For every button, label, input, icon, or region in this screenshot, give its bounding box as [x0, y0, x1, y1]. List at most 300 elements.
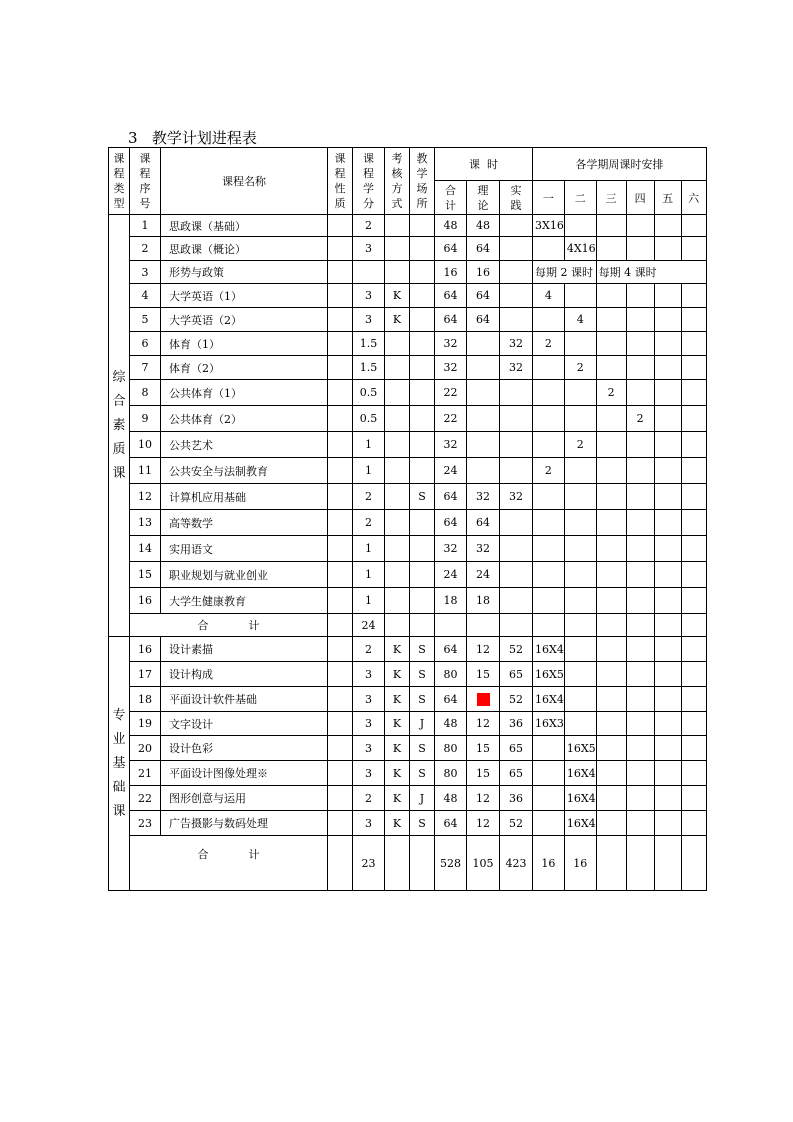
course-credit: 2 [353, 510, 385, 536]
term-2-hours [564, 562, 596, 588]
hours-practice: 65 [500, 662, 533, 687]
term-6-hours [681, 687, 706, 712]
term-1-hours [533, 406, 565, 432]
hours-total: 64 [435, 510, 467, 536]
header-nature: 课 程 性 质 [328, 148, 353, 215]
total-theory: 105 [467, 836, 500, 891]
course-venue [410, 261, 435, 284]
course-credit: 1 [353, 458, 385, 484]
term-4-hours [626, 761, 654, 786]
course-credit: 1.5 [353, 332, 385, 356]
course-credit: 3 [353, 308, 385, 332]
course-name: 图形创意与运用 [161, 786, 328, 811]
hours-total: 64 [435, 687, 467, 712]
course-venue [410, 510, 435, 536]
term-3-hours [596, 588, 626, 614]
hours-practice: 65 [500, 761, 533, 786]
hours-theory: 15 [467, 761, 500, 786]
course-nature [328, 736, 353, 761]
hours-total: 22 [435, 380, 467, 406]
course-number: 17 [130, 662, 161, 687]
teaching-plan-table [108, 147, 707, 891]
course-credit: 3 [353, 736, 385, 761]
course-number: 5 [130, 308, 161, 332]
hours-theory: 15 [467, 736, 500, 761]
term-3-hours [596, 510, 626, 536]
term-4-hours [626, 237, 654, 261]
term-1-hours [533, 356, 565, 380]
hours-total: 18 [435, 588, 467, 614]
term-4-hours [626, 786, 654, 811]
term-6-hours [681, 432, 706, 458]
hours-practice: 52 [500, 811, 533, 836]
course-venue: J [410, 712, 435, 736]
course-venue [410, 237, 435, 261]
hours-total: 64 [435, 811, 467, 836]
course-credit: 0.5 [353, 406, 385, 432]
course-name: 公共艺术 [161, 432, 328, 458]
total-empty [681, 836, 706, 891]
term-2-hours [564, 484, 596, 510]
term-3-hours [596, 811, 626, 836]
course-venue [410, 380, 435, 406]
term-5-hours [654, 458, 681, 484]
category-cell: 专 业 基 础 课 [109, 637, 130, 891]
course-exam [385, 261, 410, 284]
term-2-hours [564, 458, 596, 484]
term-6-hours [681, 406, 706, 432]
term-2-hours [564, 687, 596, 712]
hours-total: 80 [435, 662, 467, 687]
course-exam [385, 237, 410, 261]
course-name: 公共体育（2） [161, 406, 328, 432]
header-term-6: 六 [681, 181, 706, 215]
term-5-hours [654, 432, 681, 458]
course-exam [385, 588, 410, 614]
term-1-hours [533, 562, 565, 588]
header-term-1: 一 [533, 181, 565, 215]
table-row [109, 332, 707, 356]
table-row [109, 380, 707, 406]
course-number: 8 [130, 380, 161, 406]
total-empty [564, 614, 596, 637]
term-4-hours [626, 284, 654, 308]
table-row [109, 261, 707, 284]
course-exam: K [385, 308, 410, 332]
hours-total: 32 [435, 536, 467, 562]
term-1-hours: 16X4 [533, 687, 565, 712]
total-exam [385, 836, 410, 891]
course-name: 大学生健康教育 [161, 588, 328, 614]
table-row [109, 237, 707, 261]
course-nature [328, 510, 353, 536]
hours-total: 24 [435, 562, 467, 588]
course-exam: K [385, 761, 410, 786]
table-row [109, 536, 707, 562]
hours-total: 64 [435, 284, 467, 308]
term-1-hours: 16X4 [533, 637, 565, 662]
course-number: 3 [130, 261, 161, 284]
course-exam [385, 406, 410, 432]
term-1-hours [533, 380, 565, 406]
total-credit: 23 [353, 836, 385, 891]
course-nature [328, 380, 353, 406]
course-nature [328, 432, 353, 458]
course-exam [385, 484, 410, 510]
table-row [109, 510, 707, 536]
header-exam: 考 核 方 式 [385, 148, 410, 215]
total-empty [626, 836, 654, 891]
term-3-hours [596, 356, 626, 380]
term-6-hours [681, 811, 706, 836]
course-name: 公共安全与法制教育 [161, 458, 328, 484]
course-number: 20 [130, 736, 161, 761]
course-nature [328, 811, 353, 836]
total-term-1: 16 [533, 836, 565, 891]
course-nature [328, 712, 353, 736]
total-label-b: 计 [248, 619, 260, 632]
course-name: 广告摄影与数码处理 [161, 811, 328, 836]
hours-theory [467, 406, 500, 432]
course-exam: K [385, 811, 410, 836]
total-row [109, 836, 707, 891]
hours-theory [467, 458, 500, 484]
term-3-hours [596, 237, 626, 261]
term-6-hours [681, 662, 706, 687]
hours-theory [467, 432, 500, 458]
course-nature [328, 484, 353, 510]
hours-practice: 32 [500, 332, 533, 356]
header-venue: 教 学 场 所 [410, 148, 435, 215]
course-name: 体育（2） [161, 356, 328, 380]
header-schedule: 各学期周课时安排 [533, 148, 707, 181]
term-3-hours [596, 687, 626, 712]
term-3-hours [596, 712, 626, 736]
hours-total: 24 [435, 458, 467, 484]
term-1-hours [533, 811, 565, 836]
course-number: 16 [130, 637, 161, 662]
term-1-hours [533, 761, 565, 786]
hours-theory: 12 [467, 712, 500, 736]
hours-total: 48 [435, 712, 467, 736]
hours-theory: 32 [467, 484, 500, 510]
course-number: 18 [130, 687, 161, 712]
course-nature [328, 786, 353, 811]
course-credit: 3 [353, 662, 385, 687]
table-row [109, 736, 707, 761]
course-number: 7 [130, 356, 161, 380]
course-nature [328, 536, 353, 562]
term-6-hours [681, 284, 706, 308]
course-credit: 3 [353, 712, 385, 736]
hours-theory: 12 [467, 811, 500, 836]
term-6-hours [681, 484, 706, 510]
course-name: 思政课（概论） [161, 237, 328, 261]
term-6-hours [681, 237, 706, 261]
total-empty [626, 614, 654, 637]
term-3-hours: 2 [596, 380, 626, 406]
hours-practice [500, 237, 533, 261]
course-number: 4 [130, 284, 161, 308]
total-empty [533, 614, 565, 637]
course-nature [328, 406, 353, 432]
term-5-hours [654, 736, 681, 761]
term-6-hours [681, 562, 706, 588]
term-2-hours: 2 [564, 432, 596, 458]
course-nature [328, 637, 353, 662]
term-2-hours: 4 [564, 308, 596, 332]
hours-theory: 64 [467, 510, 500, 536]
hours-total: 64 [435, 308, 467, 332]
course-number: 21 [130, 761, 161, 786]
table-row [109, 811, 707, 836]
term-2-hours [564, 536, 596, 562]
course-credit: 3 [353, 761, 385, 786]
header-hours-practice: 实 践 [500, 181, 533, 215]
hours-total: 80 [435, 736, 467, 761]
header-hours-total: 合 计 [435, 181, 467, 215]
course-name: 实用语文 [161, 536, 328, 562]
term-4-hours [626, 215, 654, 237]
hours-total: 48 [435, 786, 467, 811]
course-number: 15 [130, 562, 161, 588]
course-number: 2 [130, 237, 161, 261]
total-label-a: 合 [197, 848, 209, 861]
course-exam: K [385, 786, 410, 811]
hours-theory: 18 [467, 588, 500, 614]
term-1-hours: 16X3 [533, 712, 565, 736]
total-empty [435, 614, 467, 637]
course-name: 体育（1） [161, 332, 328, 356]
course-number: 11 [130, 458, 161, 484]
hours-practice: 36 [500, 712, 533, 736]
course-nature [328, 332, 353, 356]
hours-theory: 64 [467, 237, 500, 261]
table-row [109, 356, 707, 380]
term-4-hours [626, 736, 654, 761]
course-credit [353, 261, 385, 284]
course-name: 形势与政策 [161, 261, 328, 284]
course-number: 13 [130, 510, 161, 536]
hours-total: 32 [435, 356, 467, 380]
hours-practice [500, 215, 533, 237]
term-1-hours: 16X5 [533, 662, 565, 687]
course-credit: 1 [353, 536, 385, 562]
term-3-hours [596, 786, 626, 811]
term-1-hours [533, 536, 565, 562]
term-5-hours [654, 637, 681, 662]
total-label [130, 836, 328, 891]
term-6-hours [681, 308, 706, 332]
hours-practice [500, 380, 533, 406]
course-venue [410, 284, 435, 308]
term-2-hours [564, 215, 596, 237]
header-credit: 课 程 学 分 [353, 148, 385, 215]
course-venue: S [410, 811, 435, 836]
course-venue [410, 215, 435, 237]
total-nature [328, 614, 353, 637]
term-1-hours [533, 432, 565, 458]
course-name: 设计色彩 [161, 736, 328, 761]
hours-theory: 64 [467, 308, 500, 332]
total-label-a: 合 [197, 619, 209, 632]
course-name: 平面设计软件基础 [161, 687, 328, 712]
table-row [109, 562, 707, 588]
term-6-hours [681, 786, 706, 811]
term-1-hours [533, 484, 565, 510]
hours-practice [500, 536, 533, 562]
term-2-hours: 16X4 [564, 786, 596, 811]
table-row [109, 458, 707, 484]
course-exam [385, 380, 410, 406]
term-3-hours [596, 536, 626, 562]
table-row [109, 637, 707, 662]
table-row [109, 308, 707, 332]
table-row [109, 786, 707, 811]
course-number: 14 [130, 536, 161, 562]
course-number: 12 [130, 484, 161, 510]
course-exam [385, 432, 410, 458]
term-6-hours [681, 356, 706, 380]
total-empty [596, 836, 626, 891]
course-nature [328, 237, 353, 261]
course-credit: 2 [353, 637, 385, 662]
hours-practice [500, 261, 533, 284]
course-venue [410, 562, 435, 588]
header-hours-theory: 理 论 [467, 181, 500, 215]
hours-practice [500, 562, 533, 588]
total-empty [467, 614, 500, 637]
course-name: 职业规划与就业创业 [161, 562, 328, 588]
term-3-hours [596, 761, 626, 786]
term-6-hours [681, 536, 706, 562]
course-number: 9 [130, 406, 161, 432]
page-title: 3 教学计划进程表 [128, 129, 257, 147]
term-1-hours [533, 237, 565, 261]
term-6-hours [681, 637, 706, 662]
course-exam: K [385, 712, 410, 736]
course-exam: K [385, 284, 410, 308]
course-name: 设计素描 [161, 637, 328, 662]
header-seq: 课 程 序 号 [130, 148, 161, 215]
hours-practice [500, 406, 533, 432]
course-venue: S [410, 687, 435, 712]
course-name: 设计构成 [161, 662, 328, 687]
term-3-hours [596, 406, 626, 432]
term-4-hours [626, 308, 654, 332]
table-row [109, 484, 707, 510]
term-1-hours [533, 786, 565, 811]
hours-theory: 15 [467, 662, 500, 687]
term-2-hours: 16X5 [564, 736, 596, 761]
table-row [109, 406, 707, 432]
course-credit: 0.5 [353, 380, 385, 406]
hours-theory [467, 332, 500, 356]
hours-total: 64 [435, 237, 467, 261]
course-venue [410, 356, 435, 380]
course-venue [410, 332, 435, 356]
course-credit: 3 [353, 237, 385, 261]
hours-theory: 16 [467, 261, 500, 284]
term-3-hours [596, 484, 626, 510]
course-venue [410, 406, 435, 432]
course-venue: S [410, 761, 435, 786]
hours-practice: 52 [500, 687, 533, 712]
total-row [109, 614, 707, 637]
term-5-hours [654, 536, 681, 562]
term-5-hours [654, 588, 681, 614]
term-1-hours: 3X16 [533, 215, 565, 237]
hours-total: 16 [435, 261, 467, 284]
term-2-hours: 16X4 [564, 761, 596, 786]
term-2-hours [564, 380, 596, 406]
course-name: 文字设计 [161, 712, 328, 736]
course-name: 平面设计图像处理※ [161, 761, 328, 786]
term-4-hours [626, 356, 654, 380]
course-venue: S [410, 662, 435, 687]
course-exam [385, 562, 410, 588]
total-venue [410, 836, 435, 891]
course-venue [410, 536, 435, 562]
term-4-hours [626, 588, 654, 614]
course-nature [328, 308, 353, 332]
hours-practice [500, 308, 533, 332]
term-2-hours [564, 332, 596, 356]
course-venue: J [410, 786, 435, 811]
course-venue [410, 432, 435, 458]
total-empty [500, 614, 533, 637]
course-exam [385, 458, 410, 484]
course-exam: K [385, 637, 410, 662]
term-2-hours [564, 406, 596, 432]
term-1-hours: 2 [533, 332, 565, 356]
header-term-5: 五 [654, 181, 681, 215]
course-exam [385, 510, 410, 536]
term-1-hours [533, 736, 565, 761]
term-3-hours [596, 432, 626, 458]
course-credit: 3 [353, 687, 385, 712]
course-credit: 3 [353, 284, 385, 308]
total-label-b: 计 [248, 848, 260, 861]
total-practice: 423 [500, 836, 533, 891]
term-5-hours [654, 761, 681, 786]
term-5-hours [654, 562, 681, 588]
hours-practice: 36 [500, 786, 533, 811]
total-empty [681, 614, 706, 637]
term-4-hours [626, 811, 654, 836]
course-venue: S [410, 637, 435, 662]
term-4-hours [626, 432, 654, 458]
term-6-hours [681, 510, 706, 536]
course-credit: 2 [353, 215, 385, 237]
term-3-hours [596, 458, 626, 484]
term-2-hours [564, 637, 596, 662]
term-5-hours [654, 811, 681, 836]
hours-theory: 32 [467, 536, 500, 562]
course-number: 16 [130, 588, 161, 614]
term-6-hours [681, 332, 706, 356]
course-nature [328, 215, 353, 237]
hours-theory [467, 356, 500, 380]
term-5-hours [654, 712, 681, 736]
term-5-hours [654, 687, 681, 712]
term-1-hours [533, 308, 565, 332]
course-name: 思政课（基础） [161, 215, 328, 237]
term-4-hours [626, 687, 654, 712]
term-4-hours [626, 510, 654, 536]
course-credit: 1 [353, 562, 385, 588]
red-mark [477, 693, 490, 706]
